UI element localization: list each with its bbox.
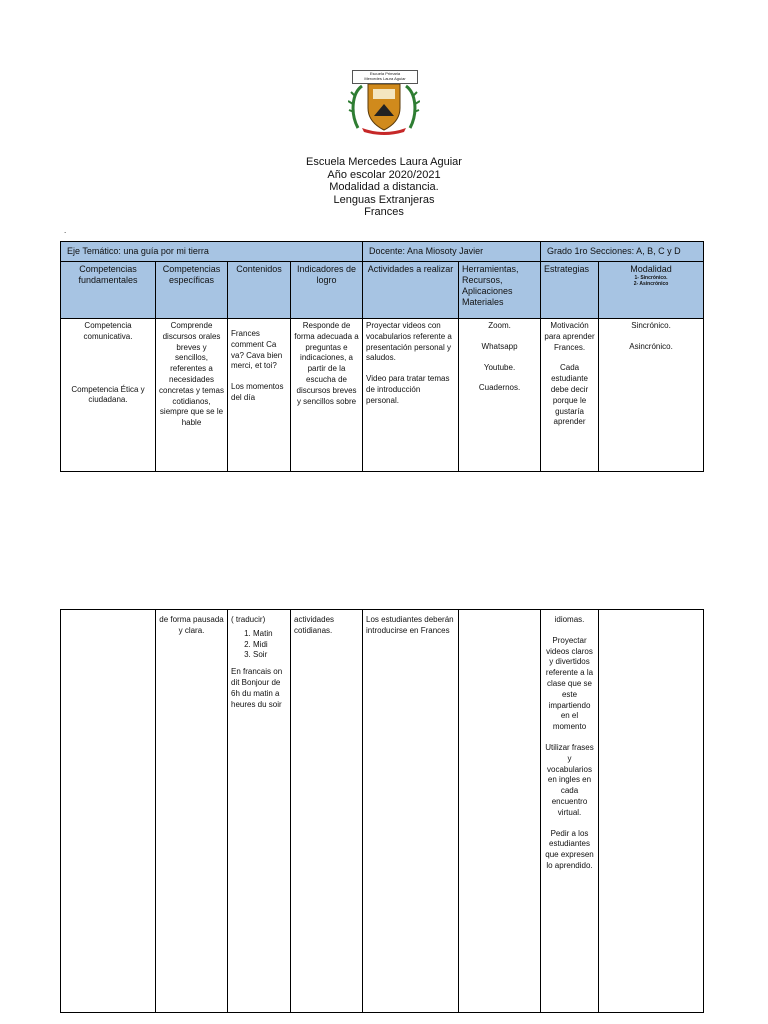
cell-modalidad-cont	[599, 610, 704, 1013]
col-competencias-especificas: Competencias específicas	[156, 262, 228, 319]
cell-comp-fund	[61, 319, 156, 472]
table-row	[61, 319, 704, 472]
momento-midi: 2. Midi	[253, 640, 287, 651]
col-indicadores: Indicadores de logro	[291, 262, 363, 319]
header-line-year: Año escolar 2020/2021	[327, 168, 441, 181]
col-herramientas: Herramientas, Recursos, Aplicaciones Materiales	[459, 262, 541, 319]
stray-dot: .	[64, 226, 67, 235]
contenidos-text: En francais on dit Bonjour de 6h du matin a heures du soir	[231, 667, 283, 709]
cell-comp-esp: Comprende discursos orales breves y sencillos, referentes a necesidades concretas y temas cotidianos, siempre que se le hable	[156, 319, 228, 472]
cell-contenidos	[228, 319, 291, 472]
logo-school-line: Escuela Primaria	[369, 71, 401, 76]
cell-modalidad	[599, 319, 704, 472]
actividades-2: Video para tratar temas de introducción personal.	[366, 374, 450, 405]
momentos-list	[231, 629, 287, 661]
modalidad-2: Asincrónico.	[629, 341, 673, 351]
column-header-row	[61, 262, 704, 319]
cell-estrategias-cont	[541, 610, 599, 1013]
cell-actividades	[363, 319, 459, 472]
estrategias-cont-1: idiomas.	[554, 615, 585, 624]
header-line-modality: Modalidad a distancia.	[329, 181, 439, 194]
actividades-1: Proyectar videos con vocabularios referente a presentación personal y saludos.	[366, 321, 452, 363]
col-contenidos: Contenidos	[228, 262, 291, 319]
cell-comp-esp-cont: de forma pausada y clara.	[156, 610, 228, 1013]
cell-indicadores-cont: actividades cotidianas.	[291, 610, 363, 1013]
momento-soir: 3. Soir	[253, 650, 287, 661]
modalidad-title: Modalidad	[630, 264, 672, 274]
comp-fund-1: Competencia comunicativa.	[83, 321, 133, 341]
contenidos-1: Frances comment Ca va? Cava bien merci, et toi?	[231, 329, 283, 371]
cell-indicadores: Responde de forma adecuada a preguntas e indicaciones, a partir de la escucha de discursos breves y sencillos sobre	[291, 319, 363, 472]
eje-tematico: Eje Temático: una guía por mi tierra	[61, 242, 363, 262]
tool-zoom: Zoom.	[488, 321, 511, 330]
estrategias-2: Cada estudiante debe decir porque le gustaría aprender	[550, 363, 589, 427]
header-line-area: Lenguas Extranjeras	[333, 193, 435, 206]
document-header	[0, 156, 768, 219]
cell-actividades-cont: Los estudiantes deberán introducirse en Frances	[363, 610, 459, 1013]
modalidad-sub-1: 1- Sincrónico.	[634, 275, 668, 281]
cell-herramientas	[459, 319, 541, 472]
modalidad-1: Sincrónico.	[631, 321, 671, 330]
cell-contenidos-cont	[228, 610, 291, 1013]
col-actividades: Actividades a realizar	[363, 262, 459, 319]
table-row	[61, 610, 704, 1013]
header-line-subject: Frances	[364, 206, 404, 219]
estrategias-1: Motivación para aprender Frances.	[544, 321, 595, 352]
planning-table-page2	[60, 609, 704, 1013]
logo-name-line: Mercedes Laura Aguiar	[364, 76, 406, 81]
grado-secciones: Grado 1ro Secciones: A, B, C y D	[541, 242, 704, 262]
docente: Docente: Ana Miosoty Javier	[363, 242, 541, 262]
tool-youtube: Youtube.	[483, 362, 516, 372]
tool-cuadernos: Cuadernos.	[478, 383, 521, 393]
estrategias-cont-2: Proyectar videos claros y divertidos referente a la clase que se este impartiendo en el momento	[545, 635, 594, 732]
tool-whatsapp: Whatsapp	[481, 341, 518, 351]
momento-matin: 1. Matin	[253, 629, 287, 640]
header-line-school: Escuela Mercedes Laura Aguiar	[306, 156, 462, 168]
contenidos-intro: ( traducir)	[231, 615, 266, 624]
estrategias-cont-3: Utilizar frases y vocabularios en ingles en cada encuentro virtual.	[545, 742, 594, 817]
cell-estrategias	[541, 319, 599, 472]
comp-fund-2: Competencia Ética y ciudadana.	[71, 384, 145, 405]
planning-table-page1	[60, 241, 704, 472]
modalidad-sub-2: 2- Asincrónico	[633, 281, 669, 287]
estrategias-cont-4: Pedir a los estudiantes que expresen lo aprendido.	[545, 828, 594, 870]
cell-herramientas-cont	[459, 610, 541, 1013]
logo-banner	[352, 70, 418, 84]
info-row	[61, 242, 704, 262]
col-modalidad	[599, 262, 704, 319]
cell-comp-fund-cont	[61, 610, 156, 1013]
contenidos-2: Los momentos del día	[231, 382, 284, 402]
col-competencias-fundamentales: Competencias fundamentales	[61, 262, 156, 319]
col-estrategias: Estrategias	[541, 262, 599, 319]
